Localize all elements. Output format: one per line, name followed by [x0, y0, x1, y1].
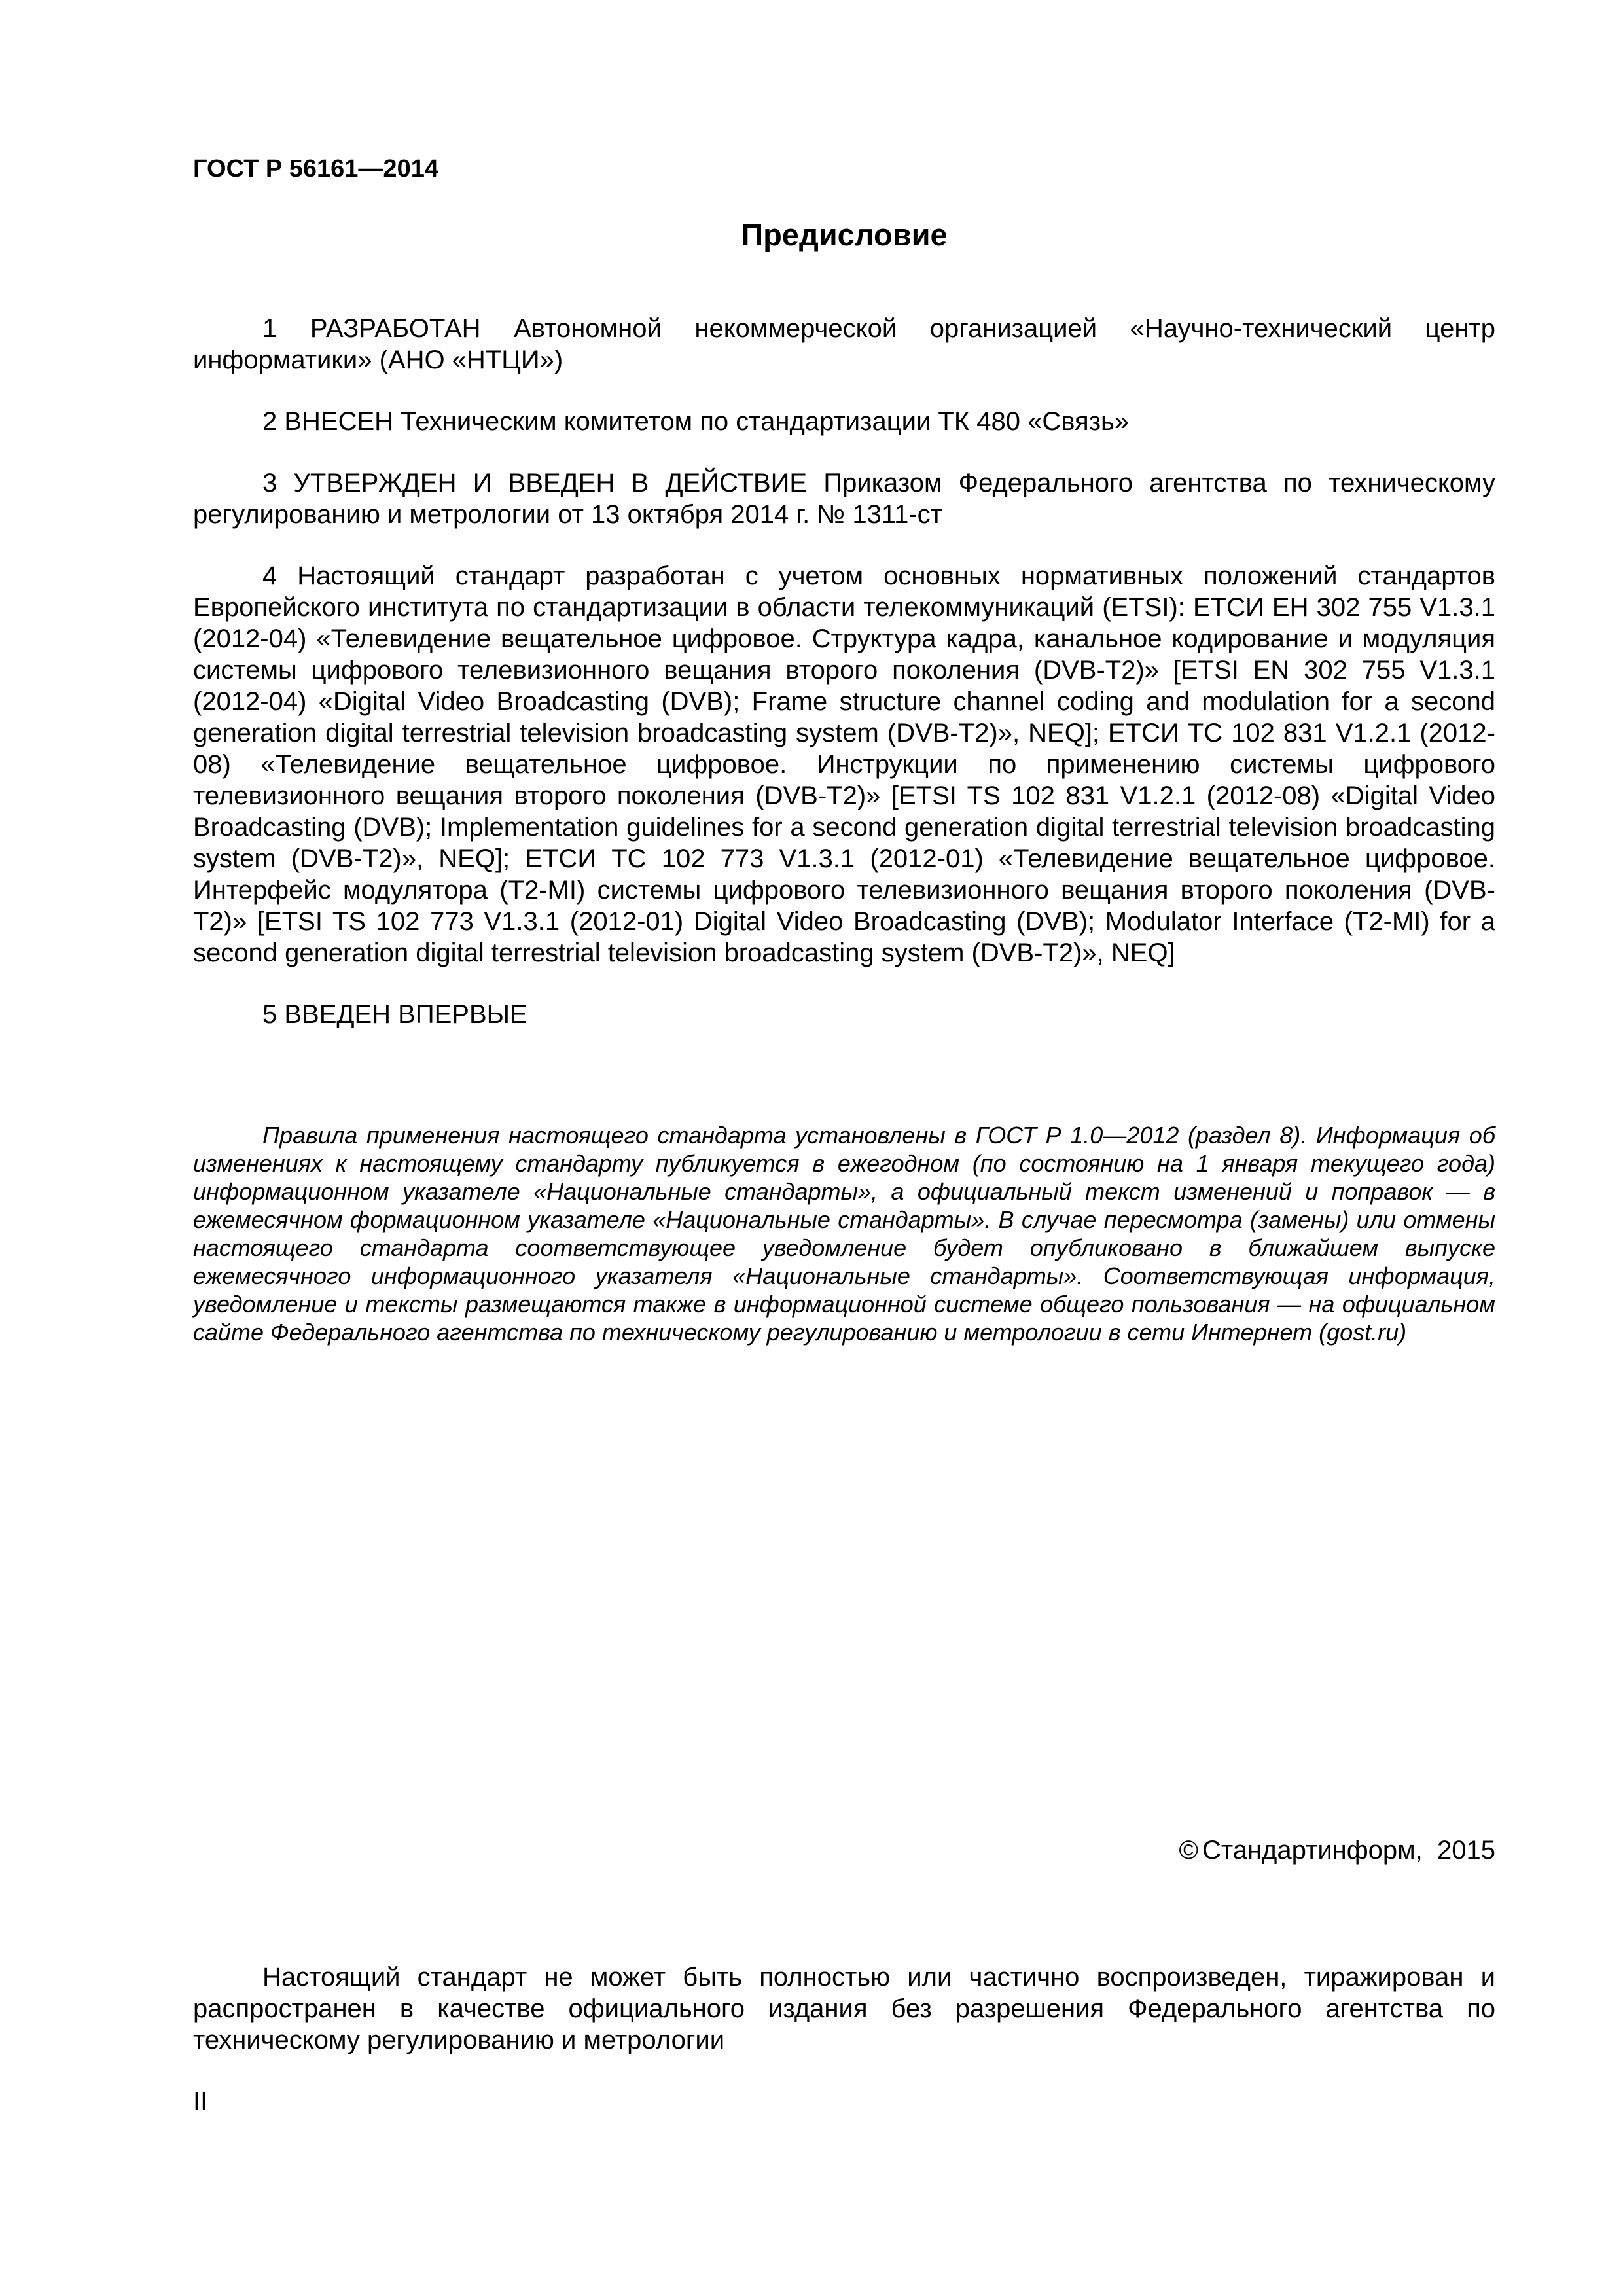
- copyright-symbol: ©: [1179, 1836, 1198, 1865]
- copyright-year: 2015: [1437, 1836, 1495, 1865]
- rules-note: Правила применения настоящего стандарта установлены в ГОСТ Р 1.0—2012 (раздел 8). Информация об изменениях к настоящему стандарту публикуется в ежегодном (по состоянию на 1 января текущего года) информационном указателе «Национальные стандарты», а официальный текст изменений и поправок — в ежемесячном формационном указателе «Национальные стандарты». В случае пересмотра (замены) или отмены настоящего стандарта соответствующее уведомление будет опубликовано в ближайшем выпуске ежемесячного информационного указателя «Национальные стандарты». Соответствующая информация, уведомление и тексты размещаются также в информационной системе общего пользования — на официальном сайте Федерального агентства по техническому регулированию и метрологии в сети Интернет (gost.ru): [193, 1122, 1495, 1346]
- reproduction-notice: Настоящий стандарт не может быть полностью или частично воспроизведен, тиражирован и распространен в качестве официального издания без разрешения Федерального агентства по техническому регулированию и метрологии: [193, 1963, 1495, 2054]
- paragraph-basis: 4 Настоящий стандарт разработан с учетом основных нормативных положений стандартов Европейского института по стандартизации в области телекоммуникаций (ETSI): ЕТСИ ЕН 302 755 V1.3.1 (2012-04) «Телевидение вещательное цифровое. Структура кадра, канальное кодирование и модуляция системы цифрового телевизионного вещания второго поколения (DVB-T2)» [ETSI EN 302 755 V1.3.1 (2012-04) «Digital Video Broadcasting (DVB); Frame structure channel coding and modulation for a second generation digital terrestrial television broadcasting system (DVB-T2)», NEQ]; ЕТСИ ТС 102 831 V1.2.1 (2012-08) «Телевидение вещательное цифровое. Инструкции по применению системы цифрового телевизионного вещания второго поколения (DVB-T2)» [ETSI TS 102 831 V1.2.1 (2012-08) «Digital Video Broadcasting (DVB); Implementation guidelines for a second generation digital terrestrial television broadcasting system (DVB-T2)», NEQ]; ЕТСИ ТС 102 773 V1.3.1 (2012-01) «Телевидение вещательное цифровое. Интерфейс модулятора (T2-MI) системы цифрового телевизионного вещания второго поколения (DVB-T2)» [ETSI TS 102 773 V1.3.1 (2012-01) Digital Video Broadcasting (DVB); Modulator Interface (T2-MI) for a second generation digital terrestrial television broadcasting system (DVB-T2)», NEQ]: [193, 562, 1495, 967]
- copyright-line: [1179, 1835, 1495, 1866]
- paragraph-developed: 1 РАЗРАБОТАН Автономной некоммерческой организацией «Научно-технический центр информатики» (АНО «НТЦИ»): [193, 314, 1495, 374]
- paragraph-approved: 3 УТВЕРЖДЕН И ВВЕДЕН В ДЕЙСТВИЕ Приказом Федерального агентства по техническому регулированию и метрологии от 13 октября 2014 г. № 1311-ст: [193, 469, 1495, 529]
- document-code: ГОСТ Р 56161—2014: [193, 155, 438, 183]
- page-title: Предисловие: [741, 217, 948, 252]
- paragraph-first-time: 5 ВВЕДЕН ВПЕРВЫЕ: [262, 1000, 527, 1029]
- copyright-holder: Стандартинформ,: [1202, 1836, 1423, 1865]
- foreword-body: [193, 313, 1495, 1060]
- paragraph-introduced: 2 ВНЕСЕН Техническим комитетом по стандартизации ТК 480 «Связь»: [262, 407, 1130, 436]
- page-number: II: [193, 2087, 208, 2116]
